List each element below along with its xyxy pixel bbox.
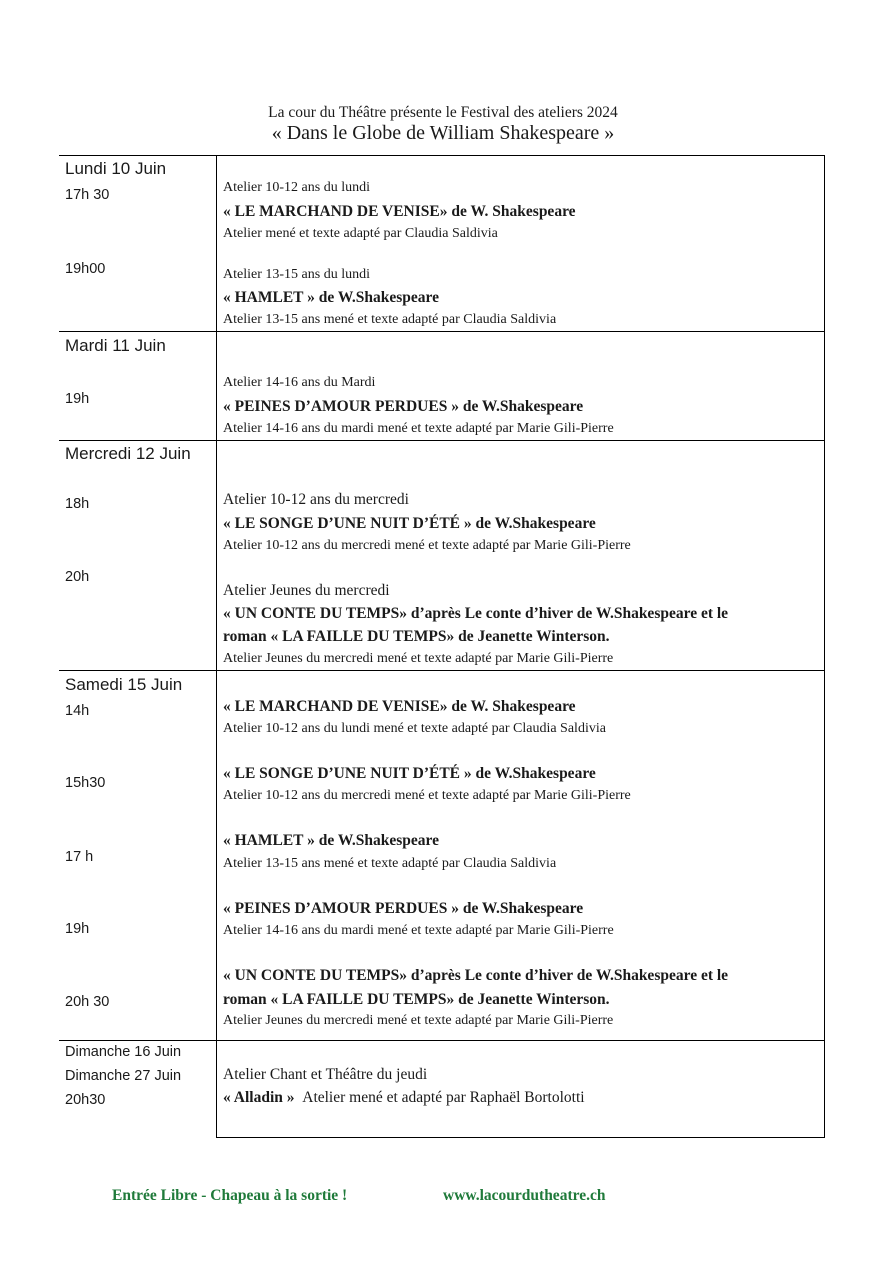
workshop-line: Atelier 13-15 ans du lundi [223,267,370,282]
credit-line: Atelier Jeunes du mercredi mené et texte adapté par Marie Gili-Pierre [223,1013,614,1028]
row-time: 17 h [65,849,94,865]
play-title: roman « LA FAILLE DU TEMPS» de Jeanette Winterson. [223,991,610,1008]
credit-line: Atelier 14-16 ans du mardi mené et texte adapté par Marie Gili-Pierre [223,923,614,938]
row-divider [59,670,825,671]
row-day: Mercredi 12 Juin [65,444,191,463]
credit-line: Atelier 13-15 ans mené et texte adapté par Claudia Saldivia [223,856,557,871]
row-divider [59,1040,825,1041]
play-title: « Alladin » [223,1089,295,1106]
row-day: Dimanche 27 Juin [65,1068,182,1084]
header-line-1: La cour du Théâtre présente le Festival des ateliers 2024 [268,104,618,121]
footer-website[interactable]: www.lacourdutheatre.ch [443,1187,606,1204]
credit-line: Atelier 13-15 ans mené et texte adapté par Claudia Saldivia [223,312,557,327]
footer-entry: Entrée Libre - Chapeau à la sortie ! [112,1187,348,1204]
row-time: 18h [65,496,90,512]
schedule-table [59,155,825,1138]
play-title: « UN CONTE DU TEMPS» d’après Le conte d’hiver de W.Shakespeare et le [223,967,729,984]
row-time: 14h [65,703,90,719]
workshop-line: Atelier 10-12 ans du mercredi [223,491,409,508]
play-title: « LE SONGE D’UNE NUIT D’ÉTÉ » de W.Shakespeare [223,765,596,782]
workshop-line: Atelier 14-16 ans du Mardi [223,375,376,390]
row-time: 19h [65,391,90,407]
workshop-line: Atelier 10-12 ans du lundi [223,180,370,195]
row-divider [59,331,825,332]
play-title: « HAMLET » de W.Shakespeare [223,289,440,306]
workshop-line: Atelier Chant et Théâtre du jeudi [223,1066,428,1083]
row-day: Mardi 11 Juin [65,336,166,355]
row-time: 20h [65,569,90,585]
row-time: 19h [65,921,90,937]
row-time: 20h30 [65,1092,106,1108]
credit-line: Atelier 10-12 ans du mercredi mené et texte adapté par Marie Gili-Pierre [223,788,631,803]
play-title: « PEINES D’AMOUR PERDUES » de W.Shakespeare [223,900,584,917]
table-column-divider [216,155,217,1138]
table-border-bottom [216,1137,825,1138]
credit-line: Atelier mené et adapté par Raphaël Bortolotti [302,1089,585,1106]
row-day: Dimanche 16 Juin [65,1044,182,1060]
play-line [223,1089,585,1107]
play-title: « LE MARCHAND DE VENISE» de W. Shakespeare [223,203,576,220]
credit-line: Atelier Jeunes du mercredi mené et texte adapté par Marie Gili-Pierre [223,651,614,666]
row-time: 15h30 [65,775,106,791]
credit-line: Atelier 14-16 ans du mardi mené et texte adapté par Marie Gili-Pierre [223,421,614,436]
play-title: « LE SONGE D’UNE NUIT D’ÉTÉ » de W.Shakespeare [223,515,596,532]
row-day: Samedi 15 Juin [65,675,183,694]
table-border-top [59,155,825,156]
credit-line: Atelier 10-12 ans du mercredi mené et texte adapté par Marie Gili-Pierre [223,538,631,553]
table-border-right [824,155,825,1138]
row-time: 17h 30 [65,187,110,203]
play-title: « PEINES D’AMOUR PERDUES » de W.Shakespeare [223,398,584,415]
credit-line: Atelier mené et texte adapté par Claudia Saldivia [223,226,498,241]
row-time: 20h 30 [65,994,110,1010]
play-title: « UN CONTE DU TEMPS» d’après Le conte d’hiver de W.Shakespeare et le [223,605,729,622]
header-line-2: « Dans le Globe de William Shakespeare » [271,122,615,144]
row-day: Lundi 10 Juin [65,159,167,178]
play-title: « HAMLET » de W.Shakespeare [223,832,440,849]
workshop-line: Atelier Jeunes du mercredi [223,582,390,599]
play-title: « LE MARCHAND DE VENISE» de W. Shakespeare [223,698,576,715]
play-title: roman « LA FAILLE DU TEMPS» de Jeanette Winterson. [223,628,610,645]
row-divider [59,440,825,441]
row-time: 19h00 [65,261,106,277]
credit-line: Atelier 10-12 ans du lundi mené et texte adapté par Claudia Saldivia [223,721,606,736]
